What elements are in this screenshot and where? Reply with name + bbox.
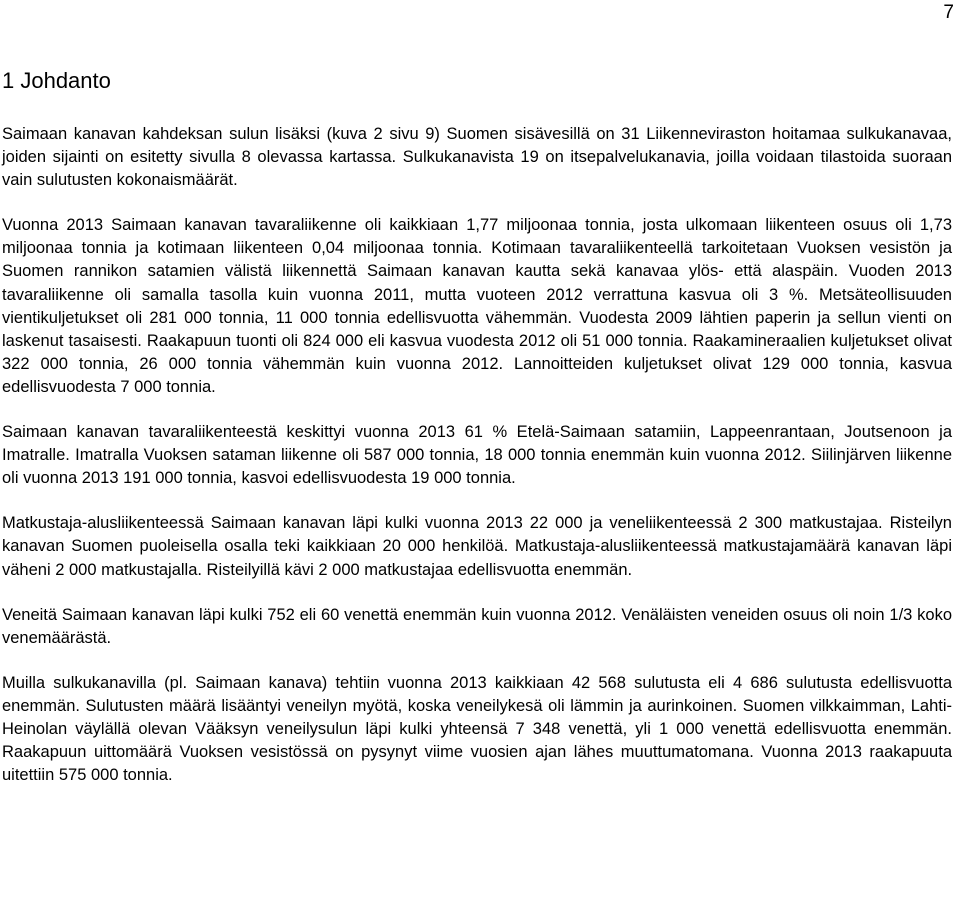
body-text xyxy=(2,123,952,809)
paragraph-passenger-traffic: Matkustaja-alusliikenteessä Saimaan kanavan läpi kulki vuonna 2013 22 000 ja veneliikenteessä 2 300 matkustajaa. Risteilyn kanavan Suomen puoleisella osalla teki kaikkiaan 20 000 henkilöä. Matkustaja-alusliikenteessä matkustajamäärä kanavan läpi väheni 2 000 matkustajalla. Risteilyillä kävi 2 000 matkustajaa edellisvuotta enemmän. xyxy=(2,514,952,579)
page-number: 7 xyxy=(943,2,954,23)
paragraph-cargo-traffic: Vuonna 2013 Saimaan kanavan tavaraliikenne oli kaikkiaan 1,77 miljoonaa tonnia, josta ulkomaan liikenteen osuus oli 1,73 miljoonaa tonnia ja kotimaan liikenteen 0,04 miljoonaa tonnia. Kotimaan tavaraliikenteellä tarkoitetaan Vuoksen vesistön ja Suomen rannikon satamien välistä liikennettä Saimaan kanavan kautta sekä kanavaa ylös- että alaspäin. Vuoden 2013 tavaraliikenne oli samalla tasolla kuin vuonna 2011, mutta vuoteen 2012 verrattuna kasvua oli 3 %. Metsäteollisuuden vientikuljetukset oli 281 000 tonnia, 11 000 tonnia edellisvuotta vähemmän. Vuodesta 2009 lähtien paperin ja sellun vienti on laskenut tasaisesti. Raakapuun tuonti oli 824 000 eli kasvua vuodesta 2012 oli 51 000 tonnia. Raakamineraalien kuljetukset olivat 322 000 tonnia, 26 000 tonnia vähemmän kuin vuonna 2012. Lannoitteiden kuljetukset olivat 129 000 tonnia, kasvua edellisvuodesta 7 000 tonnia. xyxy=(2,216,952,396)
paragraph-ports: Saimaan kanavan tavaraliikenteestä keskittyi vuonna 2013 61 % Etelä-Saimaan satamiin, Lappeenrantaan, Joutsenoon ja Imatralle. Imatralla Vuoksen sataman liikenne oli 587 000 tonnia, 18 000 tonnia enemmän kuin vuonna 2012. Siilinjärven liikenne oli vuonna 2013 191 000 tonnia, kasvoi edellisvuodesta 19 000 tonnia. xyxy=(2,423,952,488)
paragraph-lock-canals: Saimaan kanavan kahdeksan sulun lisäksi (kuva 2 sivu 9) Suomen sisävesillä on 31 Liikenneviraston hoitamaa sulkukanavaa, joiden sijainti on esitetty sivulla 8 olevassa kartassa. Sulkukanavista 19 on itsepalvelukanavia, joilla voidaan tilastoida suoraan vain sulutusten kokonaismäärät. xyxy=(2,125,952,190)
paragraph-boats: Veneitä Saimaan kanavan läpi kulki 752 eli 60 venettä enemmän kuin vuonna 2012. Venäläisten veneiden osuus oli noin 1/3 koko venemäärästä. xyxy=(2,605,952,647)
section-heading: 1 Johdanto xyxy=(2,68,111,93)
paragraph-other-canals: Muilla sulkukanavilla (pl. Saimaan kanava) tehtiin vuonna 2013 kaikkiaan 42 568 sulutusta eli 4 686 sulutusta edellisvuotta enemmän. Sulutusten määrä lisääntyi veneilyn myötä, koska veneilykesä oli lämmin ja aurinkoinen. Suomen vilkkaimman, Lahti-Heinolan väylällä olevan Vääksyn veneilysulun läpi kulki yhteensä 7 348 venettä, yli 1 000 venettä edellisvuotta enemmän. Raakapuun uittomäärä Vuoksen vesistössä on pysynyt viime vuosien ajan lähes muuttumatomana. Vuonna 2013 raakapuuta uitettiin 575 000 tonnia. xyxy=(2,673,952,785)
